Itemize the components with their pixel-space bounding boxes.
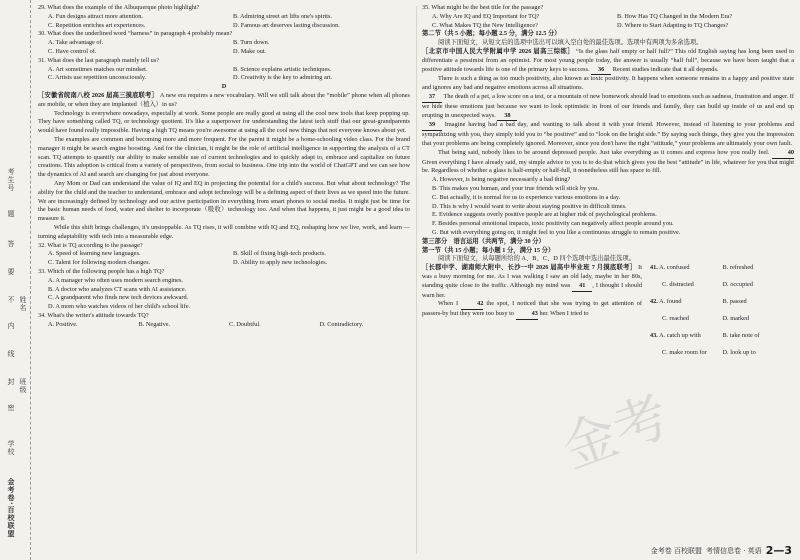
cloze-option-row	[650, 298, 795, 315]
cloze-option-row	[650, 349, 795, 366]
gutter-label-name: 姓名	[19, 296, 27, 312]
passage-paragraph	[422, 93, 794, 121]
gutter-label: 线	[7, 350, 15, 358]
passage-text: “Is the glass half empty or half full?” This old English saying has long been used to differentiate a pessimist from an optimist. For most young people today, the answer is usually “half full”, because we have been taught that a positive attitude towards life is one of the primary keys to success.	[422, 47, 794, 73]
option: A. confused	[659, 264, 690, 272]
question-31-options	[38, 66, 410, 84]
gutter-label: 答	[7, 240, 15, 248]
page-footer	[651, 544, 792, 557]
question-31-stem: 31. What does the last paragraph mainly tell us?	[38, 56, 160, 64]
gutter-label-class: 班级	[19, 378, 27, 394]
cloze-option-row	[650, 332, 795, 349]
blank-42: 42	[461, 300, 483, 310]
option: C. reached	[662, 315, 689, 323]
blank-40: 40	[772, 149, 794, 159]
gutter-label-candidate-no: 考生号	[7, 168, 15, 192]
option: F. Besides personal emotional impacts, toxic positivity can negatively affect people around you.	[432, 220, 674, 228]
passage-d-paragraph: Any Mom or Dad can understand the value of IQ and EQ in projecting the potential for a child's success. But what about technology? The ability for the child and the teacher to understand, embrace and adopt technology will be a defining aspect of their lives as we speed into the future. We are increasingly defined by technology and our active participation in everything from smart phones to social media. It might just be time for the basic human needs of food, water and shelter to incorporate（吸收）technology too. And when that happens, it just might be a good idea to measure it.	[38, 179, 410, 223]
part-3-instructions: 阅读下面短文，从每题所给的 A、B、C、D 四个选项中选出最佳选项。	[438, 255, 635, 263]
footer-label: 考情信息卷 · 英语	[706, 546, 762, 555]
option: E. Evidence suggests overly positive people are at higher risk of psychological problems.	[432, 211, 657, 219]
option: A. Fun designs attract more attention.	[48, 12, 143, 20]
section-d-heading: D	[221, 83, 227, 91]
blank-43: 43	[516, 310, 538, 320]
option: A. Speed of learning new languages.	[48, 250, 141, 258]
page-number: 2—3	[765, 544, 792, 557]
blank-36: 36	[591, 66, 611, 76]
passage-d-paragraph	[38, 92, 410, 110]
option: D. Contradictory.	[319, 320, 364, 328]
blank-38: 38	[497, 112, 517, 122]
left-column	[38, 4, 410, 329]
question-32-stem: 32. What is TQ according to the passage?	[38, 241, 143, 249]
cloze-options	[650, 264, 795, 366]
blank-37: 37	[422, 93, 442, 103]
option: A. Art sometimes matches our mindset.	[48, 65, 148, 73]
cloze-question-number: 41.	[650, 264, 658, 272]
option: C. distracted	[662, 281, 694, 289]
gutter-label: 不	[7, 296, 15, 304]
passage-text: A new era requires a new vocabulary. Will we still talk about the “mobile” phone when all phones are mobile, or when they are implanted（植入）in us?	[38, 91, 411, 108]
passage-text: Given everything I have already said, my simple advice to you is to do that which gives you the best “attitude” in life, whatever for you that might be. Regardless of whether a glass is half-empty or half-full, it nonetheless still has space to fill.	[422, 158, 794, 175]
passage-d-paragraph: Technology is everywhere nowadays, especially at work. Some people are really good at using all the cool new tools that keep popping up. They have something called TQ, or technology quotient. It's like a superpower for understanding the latest tech stuff that our great-grandparents would have found really impossible. Having a high TQ means you're awesome at using all the cool new things that not everyone knows about yet.	[38, 109, 410, 135]
question-29-options	[38, 13, 410, 31]
option: C. make room for	[662, 349, 707, 357]
option: D. This is why I would want to write about staying positive in difficult times.	[432, 202, 627, 210]
passage-source: ［安徽省皖南八校 2026 届高三摸底联考］	[38, 91, 159, 99]
passage-paragraph	[422, 149, 794, 176]
binding-margin	[0, 0, 31, 560]
passage-source: ［北京市中国人民大学附属中学 2026 届高三综练］	[422, 47, 574, 55]
footer-brand: 金考卷 百校联盟	[650, 546, 702, 555]
option: C. But actually, it is normal for us to experience various emotions in a day.	[432, 193, 621, 201]
right-column	[422, 4, 795, 357]
option: B. Turn down.	[233, 39, 270, 47]
passage-text: the spot, I noticed that she was trying to get attention of passers-by but they were too busy to	[422, 300, 642, 318]
option: B. A doctor who analyzes CT scans with AI assistance.	[48, 285, 187, 293]
option: B. take note of	[722, 332, 760, 340]
gutter-label: 密	[7, 404, 15, 412]
gutter-label: 封	[7, 378, 15, 386]
cloze-question-number: 43.	[650, 332, 658, 340]
passage-d-paragraph: While this shift brings challenges, it's unstoppable. As TQ rises, it will combine with IQ and EQ, reshaping how we live, work, and learn — turning adaptability with tech into a measurable edge.	[38, 223, 410, 240]
option: C. Talent for following modern changes.	[48, 259, 151, 267]
option: D. Make out.	[233, 47, 267, 55]
watermark: 金考	[553, 384, 677, 481]
option: B. This makes you human, and your true friends will stick by you.	[432, 184, 599, 192]
gutter-label: 要	[7, 268, 15, 276]
option: A. Take advantage of.	[48, 39, 104, 47]
option: D. A mom who watches videos of her child's school life.	[48, 303, 191, 311]
passage-text: , I thought I should warn her.	[422, 281, 642, 299]
gutter-brand: 金考卷·百校联盟	[7, 478, 15, 538]
option: C. Doubtful.	[229, 320, 261, 328]
option: D. marked	[722, 315, 750, 323]
section-2-instructions: 阅读下面短文，从短文后的选项中选出可以填入空白处的最佳选项。选项中有两项为多余选项。	[438, 39, 703, 47]
option: B. Admiring street art lifts one's spirits.	[233, 12, 333, 20]
section-2-title: 第二节（共 5 小题；每小题 2.5 分，满分 12.5 分）	[422, 30, 561, 38]
option: G. But with everything going on, it might feel to you like a continuous struggle to remain positive.	[432, 228, 681, 236]
passage-text: The death of a pet, a low score on a test, or a mountain of new homework should lead to emotions such as sadness, frustration and anger. If we hide these emotions just because we want to look optimistic in front of our friends and family, they can build up inside of us and end up erupting in unexpected ways.	[422, 92, 794, 119]
option: B. How Has TQ Changed in the Modern Era?	[617, 12, 733, 20]
blank-39: 39	[422, 121, 442, 131]
cloze-option-row	[650, 315, 795, 332]
question-32-options	[38, 250, 410, 268]
option: B. passed	[722, 298, 747, 306]
cloze-block	[422, 264, 794, 357]
question-35-options	[422, 13, 794, 31]
part-3-section-1: 第一节（共 15 小题；每小题 1 分，满分 15 分）	[422, 246, 555, 254]
question-33-options	[38, 277, 410, 312]
cloze-option-row	[650, 264, 795, 281]
question-33-stem: 33. Which of the following people has a high TQ?	[38, 267, 165, 275]
passage-paragraph	[422, 300, 642, 320]
option: B. Negative.	[138, 320, 171, 328]
passage-text: Recent studies indicate that it all depends.	[612, 65, 719, 73]
question-30-options	[38, 39, 410, 57]
passage-text: When I	[438, 300, 459, 308]
option: D. Creativity is the key to admiring art.	[233, 74, 333, 82]
option: A. catch up with	[659, 332, 701, 340]
question-34-options	[38, 321, 410, 330]
part-3-title: 第三部分 语言运用（共两节，满分 30 分）	[422, 237, 545, 245]
question-34-stem: 34. What's the writer's attitude towards TQ?	[38, 311, 149, 319]
option: D. look up to	[722, 349, 756, 357]
option: D. Where to Start Adapting to TQ Changes?	[617, 21, 729, 29]
option: D. Ability to apply new technologies.	[233, 259, 328, 267]
passage-text: That being said, nobody likes to be around depressed people. Just take everything as it comes and express how you really feel.	[438, 148, 770, 156]
option: A. Why Are IQ and EQ Important for TQ?	[432, 12, 540, 20]
section-2-options	[422, 176, 794, 238]
passage-paragraph	[422, 121, 794, 148]
passage-paragraph	[422, 264, 642, 300]
cloze-passage	[422, 264, 642, 320]
option: B. Skill of fixing high-tech products.	[233, 250, 326, 258]
option: A. However, is being negative necessarily a bad thing?	[432, 176, 571, 184]
option: C. A grandparent who finds new tech devices awkward.	[48, 294, 189, 302]
option: A. Positive.	[48, 320, 78, 328]
gutter-label: 题	[7, 210, 15, 218]
option: B. refreshed	[722, 264, 754, 272]
option: D. occupied	[722, 281, 753, 289]
passage-text: It was a busy morning for me. As I was walking I saw an old lady, maybe in her 80s, standing quite close to the traffic. Although my mind was	[422, 264, 642, 289]
option: C. Artists use repetition unconsciously.	[48, 74, 147, 82]
passage-text: her. When I tried to	[539, 310, 589, 318]
passage-text: Imagine having had a bad day, and wanting to talk about it with your friend. However, instead of listening to your problems and sympathizing with you, they simply told you to “be positive” and to “look on the bright side.” By saying such things, they give you the impression that your problems are being completely ignored. Moreover, since you don't have the right “attitude,” your problems are ultimately your own fault.	[422, 121, 794, 147]
option: C. Have control of.	[48, 47, 97, 55]
question-35-stem: 35. What might be the best title for the passage?	[422, 4, 544, 11]
option: D. Famous art deserves lasting discussion.	[233, 21, 340, 29]
gutter-label: 内	[7, 322, 15, 330]
column-divider	[416, 6, 417, 554]
option: C. Repetition enriches art experiences.	[48, 21, 146, 29]
blank-41: 41	[572, 282, 592, 292]
option: C. What Makes TQ the New Intelligence?	[432, 21, 538, 29]
passage-source: ［长郡中学、湖南师大附中、长沙一中 2026 届高中毕业班 7 月摸底联考］	[422, 264, 637, 272]
passage-d-paragraph: The examples are common and becoming more and more frequent. For the parent it might be a home-schooling video class. For the brand manager it might be search engine boosting. And for the clinician, it might be the role of artificial intelligence in supporting the analysis of a CT scan. TQ attempts to quantify our ability to make sensible use of current technologies and to quickly adapt to, embrace and capitalize on future creations. This adoption is critical from a variety of perspectives, from social to business. One trip into the world of ChatGPT and we can see how the dynamics of AI and search are changing for just about everyone.	[38, 135, 410, 179]
option: A. found	[659, 298, 682, 306]
question-30-stem: 30. What does the underlined word “harness” in paragraph 4 probably mean?	[38, 30, 233, 38]
option: A. A manager who often uses modern search engines.	[48, 276, 183, 284]
passage-paragraph: There is such a thing as too much positivity, also known as toxic positivity. It happens when someone remains in a happy and positive state and ignores any bad and negative emotions across all situations.	[422, 75, 794, 92]
passage-paragraph	[422, 48, 794, 75]
gutter-label-school: 学校	[7, 440, 15, 456]
cloze-question-number: 42.	[650, 298, 658, 306]
option: B. Science explains artistic techniques.	[233, 65, 332, 73]
question-29-stem: 29. What does the example of the Albuquerque photo highlight?	[38, 4, 200, 11]
cloze-option-row	[650, 281, 795, 298]
